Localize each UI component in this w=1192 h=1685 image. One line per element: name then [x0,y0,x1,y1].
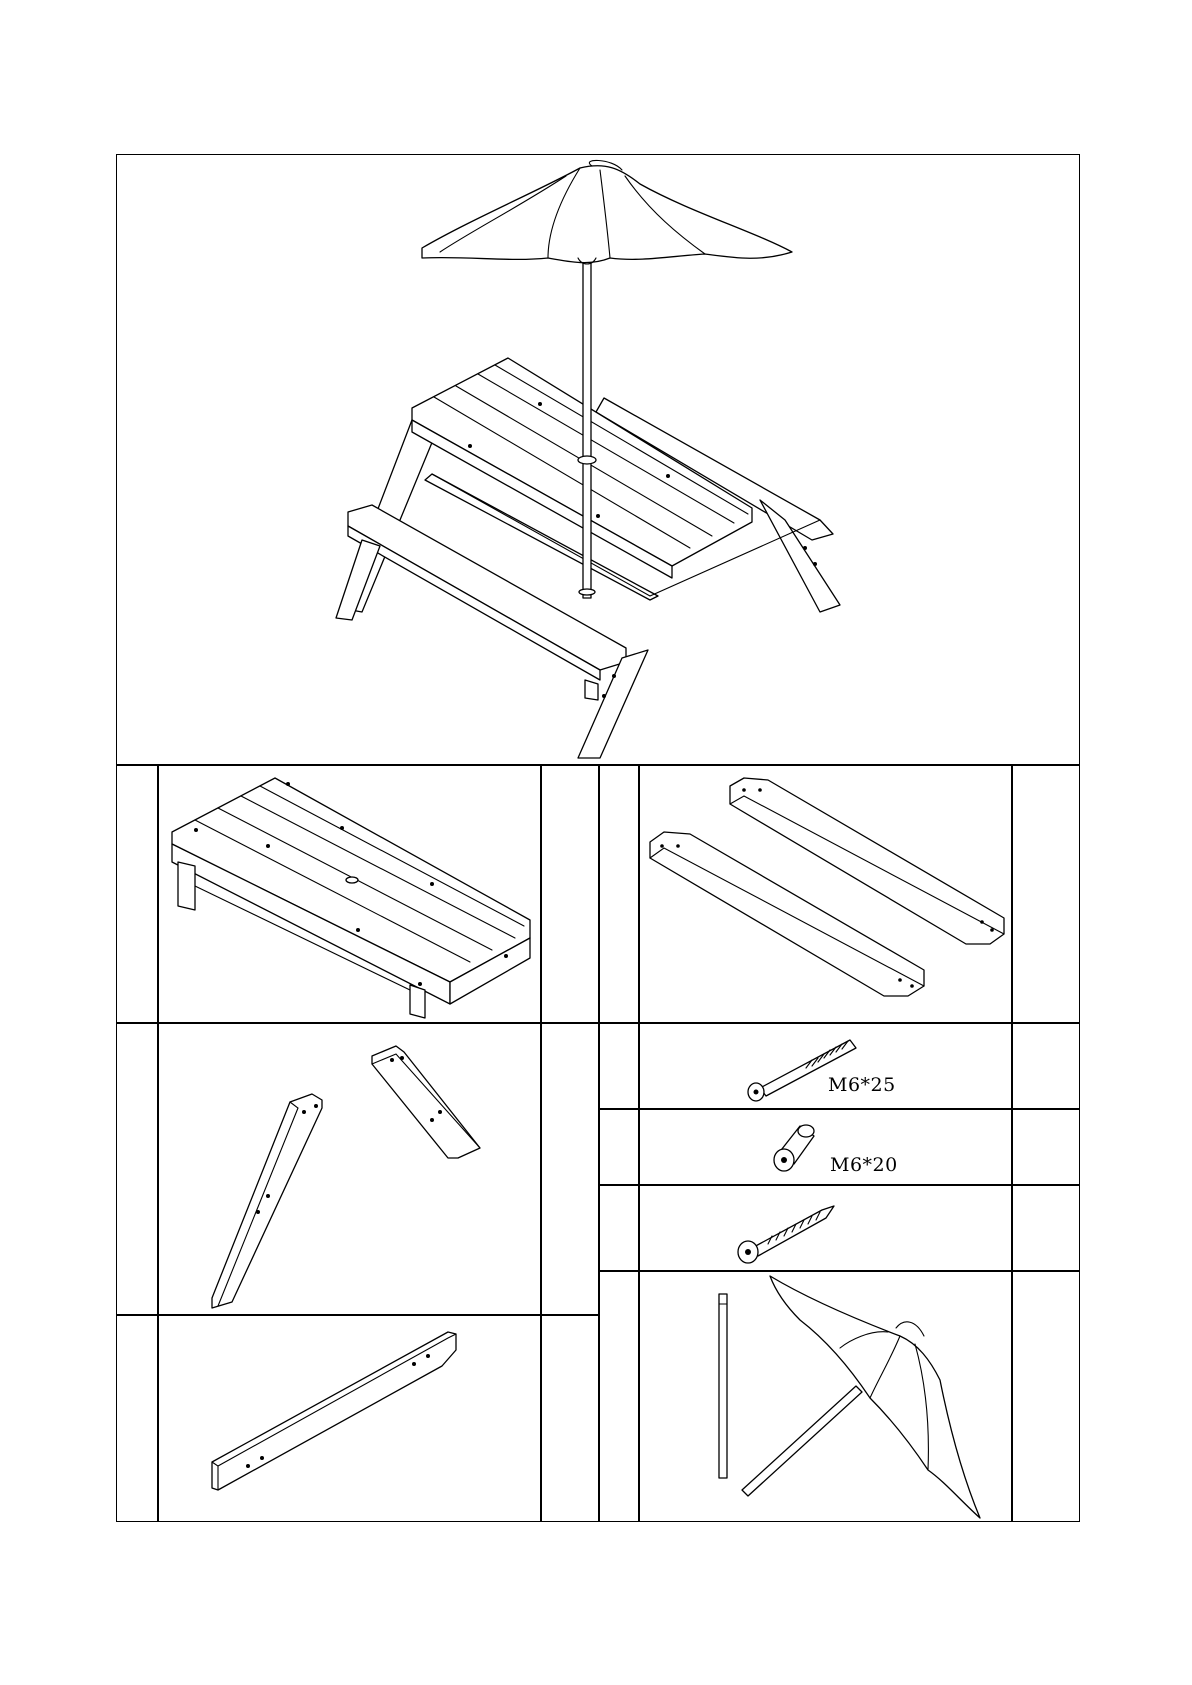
table-top-icon [160,768,538,1018]
picnic-table-icon [300,158,860,758]
support-beam-illustration [160,1318,538,1520]
divider-right-bolt [598,1108,1080,1110]
divider-right-nut [598,1184,1080,1186]
divider-right-number-col [638,764,640,1522]
bench-board-icon [642,768,1008,1018]
barrel-nut-spec-label: M6*20 [830,1154,898,1176]
bolt-spec-label: M6*25 [828,1074,896,1096]
table-top-assembly-illustration [160,768,538,1018]
leg-icon [160,1026,538,1312]
wood-screw-icon [642,1188,1008,1268]
bolt-icon [642,1026,1008,1106]
barrel-nut-icon [642,1112,1008,1182]
divider-left-row-3 [116,1314,598,1316]
umbrella-illustration [642,1274,1008,1520]
divider-left-number-col [157,764,159,1522]
divider-middle [598,764,600,1522]
divider-right-screw [598,1270,1080,1272]
legs-illustration [160,1026,538,1312]
bench-boards-illustration [642,768,1008,1018]
support-beam-icon [160,1318,538,1520]
umbrella-icon [642,1274,1008,1520]
barrel-nut-illustration [642,1112,1008,1182]
wood-screw-illustration [642,1188,1008,1268]
divider-right-qty-col [1011,764,1013,1522]
divider-left-qty-col [540,764,542,1522]
assembled-table-illustration [300,158,860,758]
bolt-illustration [642,1026,1008,1106]
